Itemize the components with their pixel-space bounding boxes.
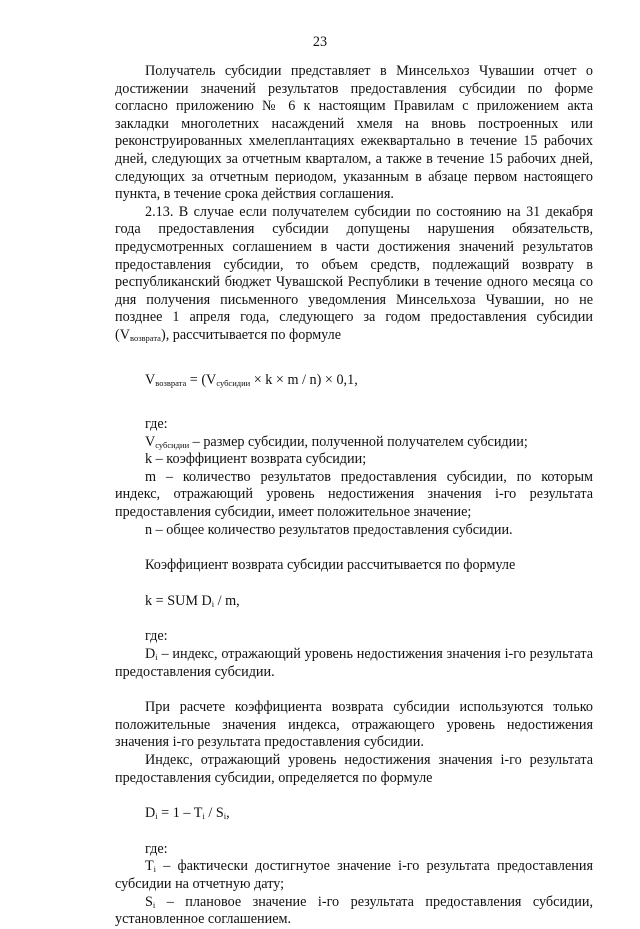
definition-t: $T_i$ – фактически достигнутое значение i-го результата предоставления субсидии на отчетную дату; [115,858,593,892]
paragraph-report: Получатель субсидии представляет в Минсельхоз Чувашии отчет о достижении значений результатов предоставления субсидии по форме согласно приложению № 6 к настоящим Правилам с приложением акта закладки многолетних насаждений хмеля на вновь построенных или реконструированных хмелеплантациях ежеквартально в течение 15 рабочих дней, следующих за отчетным кварталом, а также в течение 15 рабочих дней, следующих за отчетным периодом, указанным в абзаце первом настоящего пункта, в течение срока действия соглашения. [115,63,593,203]
where-label-3: где: [145,840,168,857]
where-label-2: где: [145,628,168,645]
definition-s: $S_i$ – плановое значение i-го результата предоставления субсидии, установленное соглашением. [115,893,593,928]
coefficient-text: Коэффициент возврата субсидии рассчитывается по формуле [145,557,516,574]
formula-v-vozvrata: $V_{возврата} = (V_{субсидии} \times k \times m / n) \times 0,1$, [145,371,358,388]
page-number: 23 [312,34,328,50]
paragraph-index: Индекс, отражающий уровень недостижения значения i-го результата предоставления субсидии, определяется по формуле [115,752,593,786]
paragraph-2-13-main: 2.13. В случае если получателем субсидии по состоянию на 31 декабря года предоставления субсидии допущены нарушения обязательств, предусмотренных соглашением в части достижения значений результатов предоставления субсидии, то объем средств, подлежащий возврату в республиканский бюджет Чувашской Республики в течение одного месяца со дня получения письменного уведомления Минсельхоза Чувашии, но не позднее 1 апреля года, следующего за годом предоставления субсидии (V [115,203,593,343]
where-label-1: где: [145,416,168,433]
paragraph-2-13-end: ), рассчитывается по формуле [160,326,342,343]
document-body [115,63,593,929]
definition-d: $D_i$ – индекс, отражающий уровень недостижения значения i-го результата предоставления субсидии. [115,646,593,680]
subscript-vozvrata: возврата [129,332,161,343]
paragraph-2-13 [115,204,593,345]
paragraph-calculation: При расчете коэффициента возврата субсидии используются только положительные значения индекса, отражающего уровень недостижения значения i-го результата предоставления субсидии. [115,699,593,751]
definition-m: m – количество результатов предоставления субсидии, по которым индекс, отражающий уровень недостижения значения i-го результата предоставления субсидии, имеет положительное значение; [115,468,593,521]
definition-v-subsidii: $V_{субсидии}$ – размер субсидии, полученной получателем субсидии; [145,433,528,450]
definition-k: k – коэффициент возврата субсидии; [145,451,367,468]
definition-n: n – общее количество результатов предоставления субсидии. [145,521,513,538]
formula-d: $D_i = 1 - T_i / S_i$, [145,805,230,822]
formula-k: k = SUM $D_i$ / m, [145,592,240,609]
